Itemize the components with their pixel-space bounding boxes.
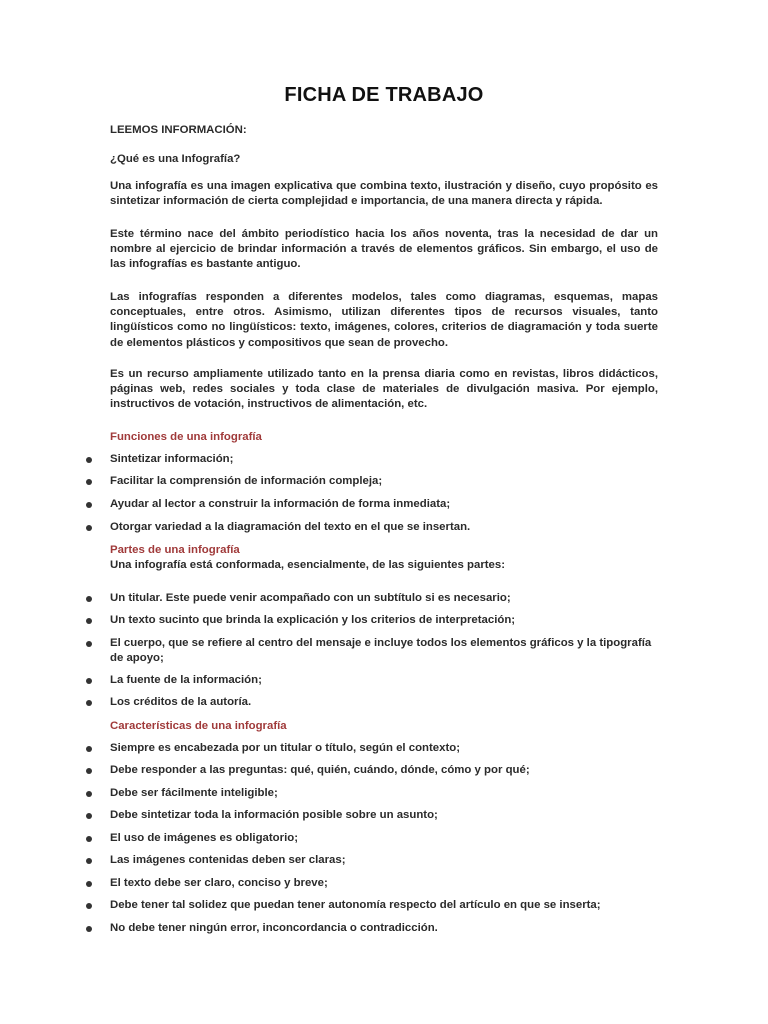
list-item-text: Un texto sucinto que brinda la explicación y los criterios de interpretación; (110, 614, 516, 626)
list-item (0, 614, 768, 630)
list-item-text: Facilitar la comprensión de información compleja; (110, 475, 383, 487)
bullet-icon (86, 700, 92, 706)
list-item-text: Debe tener tal solidez que puedan tener autonomía respecto del artículo en que se inserta; (110, 899, 601, 911)
parts-heading: Partes de una infografía (110, 544, 240, 556)
list-item-text: Siempre es encabezada por un titular o título, según el contexto; (110, 742, 461, 754)
list-item-text: Las imágenes contenidas deben ser claras; (110, 854, 346, 866)
bullet-icon (86, 836, 92, 842)
list-item (0, 877, 768, 893)
bullet-icon (86, 641, 92, 647)
page-title: FICHA DE TRABAJO (284, 84, 484, 106)
list-item-text: No debe tener ningún error, inconcordancia o contradicción. (110, 922, 438, 934)
list-item-text: Los créditos de la autoría. (110, 696, 252, 708)
paragraph-4: Es un recurso ampliamente utilizado tanto en la prensa diaria como en revistas, libros didácticos, páginas web, redes sociales y toda clase de materiales de divulgación masiva. Por ejemplo, instructivos de votación, instructivos de alimentación, etc. (110, 368, 658, 411)
bullet-icon (86, 791, 92, 797)
list-item (0, 742, 768, 758)
list-item-text: Debe responder a las preguntas: qué, quién, cuándo, dónde, cómo y por qué; (110, 764, 530, 776)
parts-intro: Una infografía está conformada, esencialmente, de las siguientes partes: (110, 559, 506, 571)
list-item (0, 696, 768, 712)
bullet-icon (86, 457, 92, 463)
paragraph-2: Este término nace del ámbito periodístico hacia los años noventa, tras la necesidad de dar un nombre al ejercicio de brindar información a través de elementos gráficos. Sin embargo, el uso de las infografías es bastante antiguo. (110, 228, 658, 271)
bullet-icon (86, 746, 92, 752)
bullet-icon (86, 618, 92, 624)
list-item-text: El texto debe ser claro, conciso y breve; (110, 877, 328, 889)
intro-heading: LEEMOS INFORMACIÓN: (110, 124, 247, 136)
bullet-icon (86, 858, 92, 864)
functions-heading: Funciones de una infografía (110, 431, 262, 443)
list-item-text: El cuerpo, que se refiere al centro del mensaje e incluye todos los elementos gráficos y la tipografía de apoyo; (110, 637, 652, 665)
bullet-icon (86, 768, 92, 774)
characteristics-heading: Características de una infografía (110, 720, 287, 732)
question-heading: ¿Qué es una Infografía? (110, 153, 241, 165)
list-item (0, 521, 768, 537)
list-item-text: Otorgar variedad a la diagramación del texto en el que se insertan. (110, 521, 471, 533)
list-item (0, 637, 768, 665)
paragraph-3: Las infografías responden a diferentes modelos, tales como diagramas, esquemas, mapas conceptuales, entre otros. Asimismo, utilizan diferentes tipos de recursos visuales, tanto lingüísticos como no lingüísticos: texto, imágenes, colores, criterios de diagramación y toda suerte de elementos plásticos y compositivos que sean de provecho. (110, 291, 658, 349)
list-item-text: El uso de imágenes es obligatorio; (110, 832, 298, 844)
bullet-icon (86, 881, 92, 887)
bullet-icon (86, 926, 92, 932)
bullet-icon (86, 903, 92, 909)
bullet-icon (86, 479, 92, 485)
bullet-icon (86, 678, 92, 684)
bullet-icon (86, 525, 92, 531)
paragraph-1: Una infografía es una imagen explicativa que combina texto, ilustración y diseño, cuyo propósito es sintetizar información de cierta complejidad e importancia, de una manera directa y rápida. (110, 180, 658, 208)
list-item-text: Debe sintetizar toda la información posible sobre un asunto; (110, 809, 438, 821)
list-item (0, 764, 768, 780)
bullet-icon (86, 813, 92, 819)
list-item-text: Sintetizar información; (110, 453, 234, 465)
bullet-icon (86, 596, 92, 602)
list-item-text: Un titular. Este puede venir acompañado con un subtítulo si es necesario; (110, 592, 511, 604)
bullet-icon (86, 502, 92, 508)
list-item (0, 809, 768, 825)
list-item (0, 832, 768, 848)
list-item (0, 592, 768, 608)
list-item-text: La fuente de la información; (110, 674, 262, 686)
list-item (0, 922, 768, 938)
list-item (0, 674, 768, 690)
list-item-text: Debe ser fácilmente inteligible; (110, 787, 278, 799)
list-item (0, 498, 768, 514)
list-item (0, 453, 768, 469)
list-item (0, 787, 768, 803)
list-item-text: Ayudar al lector a construir la información de forma inmediata; (110, 498, 451, 510)
list-item (0, 899, 768, 915)
list-item (0, 854, 768, 870)
list-item (0, 475, 768, 491)
